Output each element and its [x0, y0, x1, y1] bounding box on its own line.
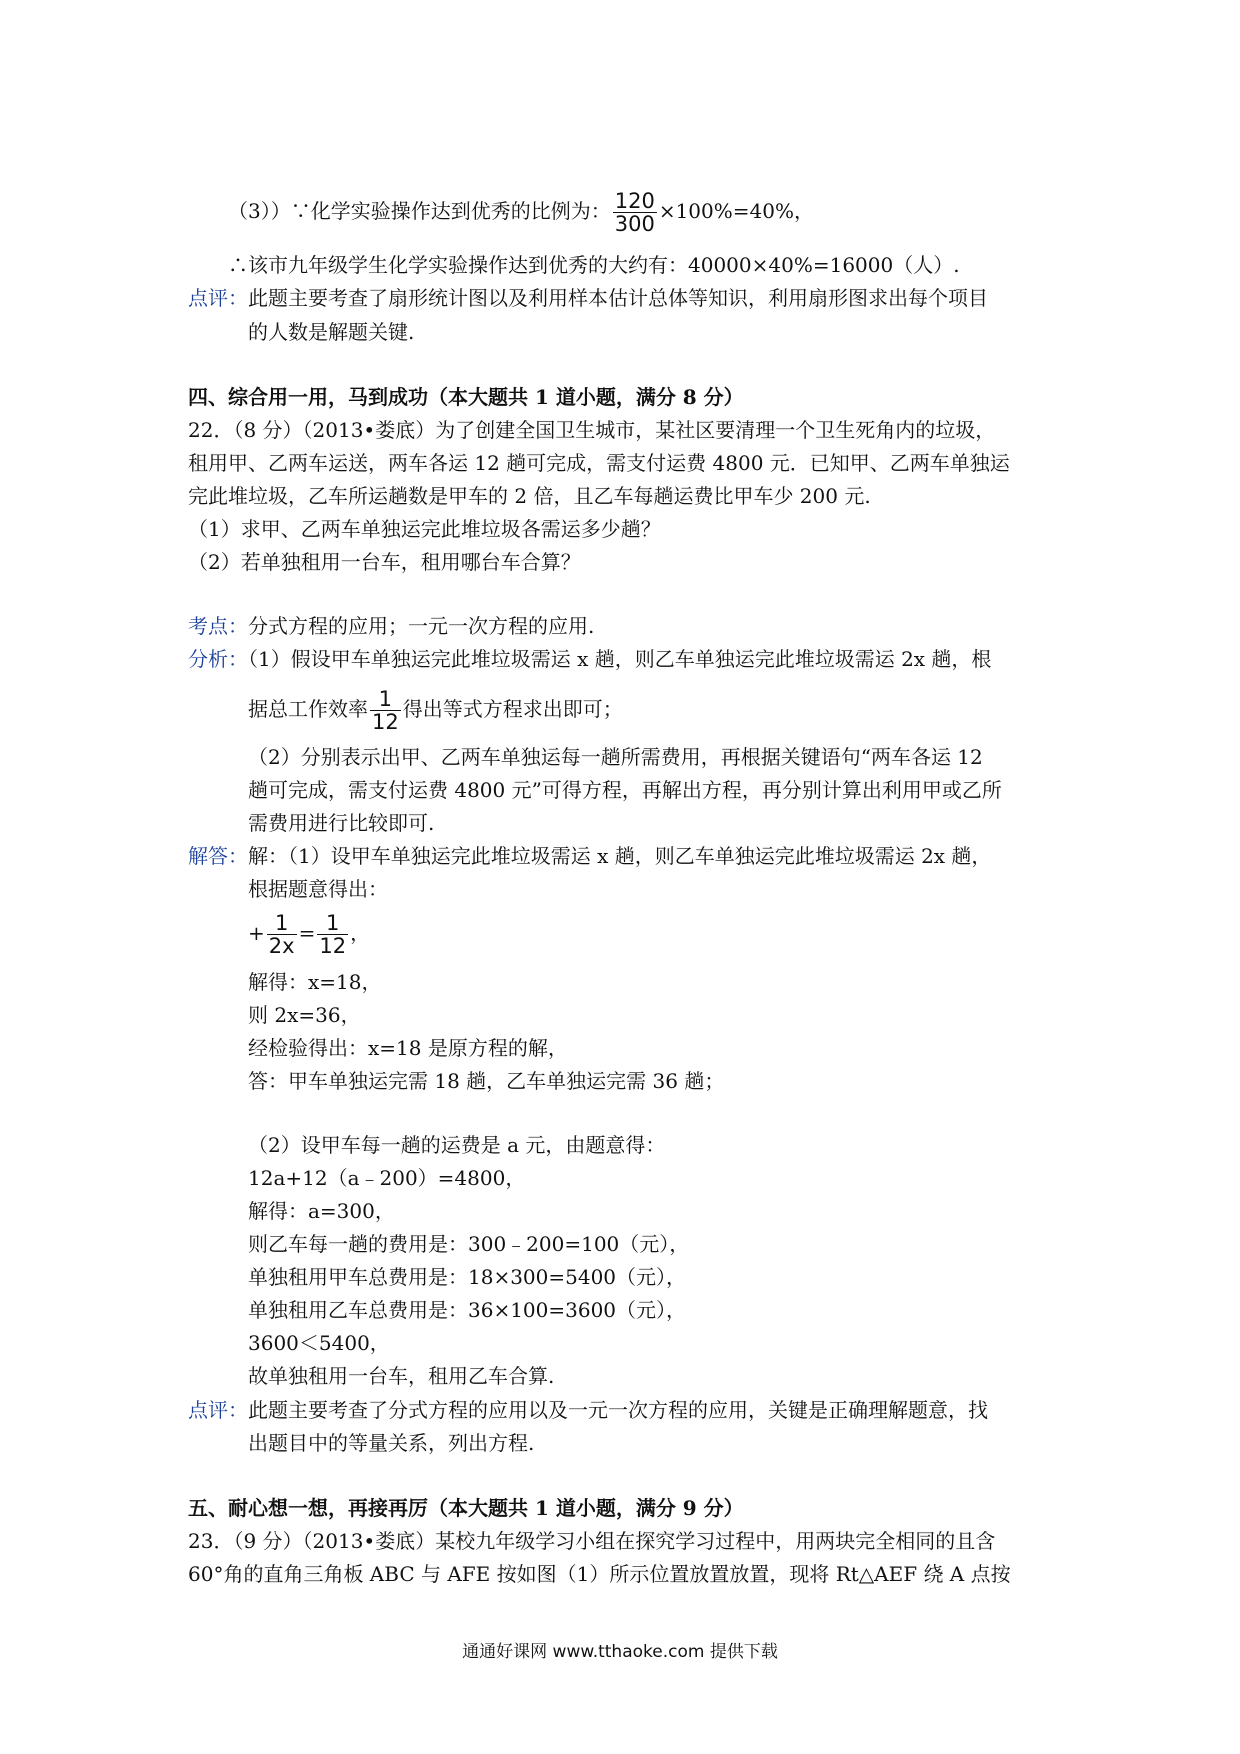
s3-line2: ∴该市九年级学生化学实验操作达到优秀的大约有：40000×40%=16000（人）.: [228, 253, 960, 277]
jieda-line2: 根据题意得出：: [248, 877, 388, 901]
comment-2-line2: 出题目中的等量关系，列出方程.: [248, 1431, 535, 1455]
s3-line1: （3））∵化学实验操作达到优秀的比例为： $\frac{120}{300}$ ×100%=40%，: [228, 189, 814, 236]
jieda-line6: 答：甲车单独运完需 18 趟，乙车单独运完需 36 趟；: [248, 1069, 725, 1093]
section-4-heading: 四、综合用一用，马到成功（本大题共 1 道小题，满分 8 分）: [188, 385, 744, 409]
jieda-line7: （2）设甲车每一趟的运费是 a 元，由题意得：: [248, 1133, 666, 1157]
kaodian: 考点：分式方程的应用；一元一次方程的应用.: [188, 614, 595, 638]
comment-1-line2: 的人数是解题关键.: [248, 320, 415, 344]
jieda-line14: 故单独租用一台车，租用乙车合算.: [248, 1364, 555, 1388]
fenxi-line1: 分析：（1）假设甲车单独运完此堆垃圾需运 x 趟，则乙车单独运完此堆垃圾需运 2x 趟，根: [188, 647, 992, 671]
fenxi-line3: （2）分别表示出甲、乙两车单独运每一趟所需费用，再根据关键语句“两车各运 12: [248, 745, 983, 769]
equation: + $\frac{1}{2x}$ = $\frac{1}{12}$ ，: [248, 911, 371, 958]
q22-line2: 租用甲、乙两车运送，两车各运 12 趟可完成，需支付运费 4800 元．已知甲、乙两车单独运: [188, 451, 1010, 475]
q23-line1: 23．（9 分）（2013•娄底）某校九年级学习小组在探究学习过程中，用两块完全相同的且含: [188, 1529, 996, 1553]
fraction: $\frac{1}{12}$: [372, 687, 399, 734]
footer: 通通好课网 www.tthaoke.com 提供下载: [462, 1642, 778, 1662]
jieda-line9: 解得：a=300，: [248, 1199, 395, 1223]
jieda-line10: 则乙车每一趟的费用是：300﹣200=100（元），: [248, 1232, 690, 1256]
fraction: $\frac{120}{300}$: [614, 189, 655, 236]
kaodian-label: 考点：: [188, 614, 248, 638]
fenxi-label: 分析：: [188, 647, 248, 671]
q23-line2: 60°角的直角三角板 ABC 与 AFE 按如图（1）所示位置放置放置，现将 Rt△AEF 绕 A 点按: [188, 1562, 1011, 1586]
fenxi-line5: 需费用进行比较即可.: [248, 811, 435, 835]
jieda-line8: 12a+12（a﹣200）=4800，: [248, 1166, 526, 1190]
jieda-line11: 单独租用甲车总费用是：18×300=5400（元），: [248, 1265, 687, 1289]
jieda-line12: 单独租用乙车总费用是：36×100=3600（元），: [248, 1298, 687, 1322]
jieda-line5: 经检验得出：x=18 是原方程的解，: [248, 1036, 568, 1060]
fraction: $\frac{1}{12}$: [319, 911, 347, 958]
comment-1: 点评：此题主要考查了扇形统计图以及利用样本估计总体等知识，利用扇形图求出每个项目: [188, 286, 988, 310]
fenxi-line4: 趟可完成，需支付运费 4800 元”可得方程，再解出方程，再分别计算出利用甲或乙所: [248, 778, 1002, 802]
comment-2: 点评：此题主要考查了分式方程的应用以及一元一次方程的应用，关键是正确理解题意，找: [188, 1398, 988, 1422]
comment-label: 点评：: [188, 286, 248, 310]
q22-part2: （2）若单独租用一台车，租用哪台车合算？: [188, 550, 581, 574]
jieda-label: 解答：: [188, 844, 248, 868]
fraction: $\frac{1}{2x}$: [268, 911, 295, 958]
jieda-line13: 3600＜5400，: [248, 1331, 390, 1355]
fenxi-line2: 据总工作效率 $\frac{1}{12}$ 得出等式方程求出即可；: [248, 687, 623, 734]
comment-label: 点评：: [188, 1398, 248, 1422]
q22-line1: 22．（8 分）（2013•娄底）为了创建全国卫生城市，某社区要清理一个卫生死角内的垃圾，: [188, 418, 996, 442]
jieda-line4: 则 2x=36，: [248, 1003, 361, 1027]
jieda-line3: 解得：x=18，: [248, 970, 382, 994]
q22-line3: 完此堆垃圾，乙车所运趟数是甲车的 2 倍，且乙车每趟运费比甲车少 200 元.: [188, 484, 871, 508]
section-5-heading: 五、耐心想一想，再接再厉（本大题共 1 道小题，满分 9 分）: [188, 1496, 744, 1520]
jieda-line1: 解答：解：（1）设甲车单独运完此堆垃圾需运 x 趟，则乙车单独运完此堆垃圾需运 2x 趟，: [188, 844, 992, 868]
q22-part1: （1）求甲、乙两车单独运完此堆垃圾各需运多少趟？: [188, 517, 661, 541]
